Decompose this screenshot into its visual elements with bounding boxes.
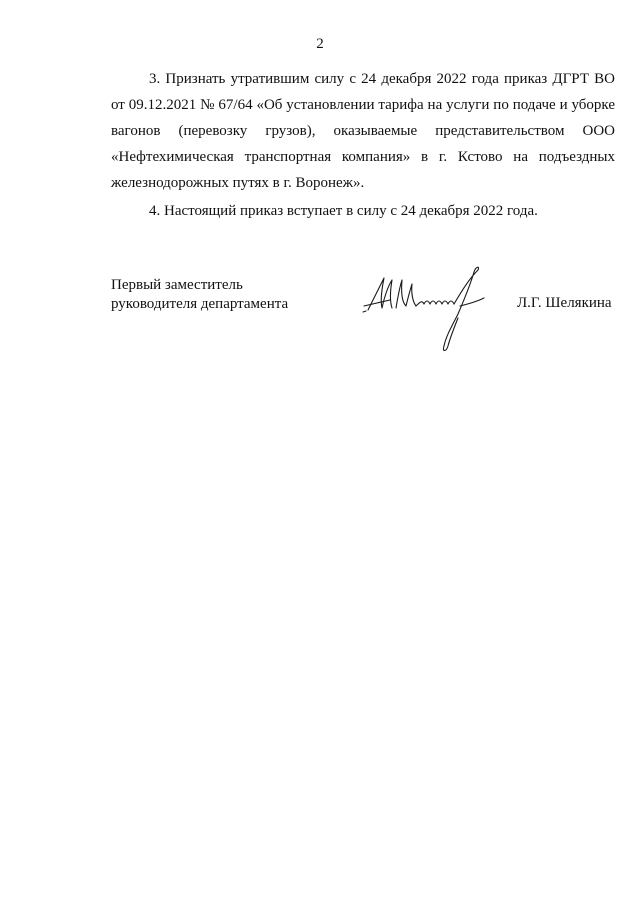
signatory-title (111, 276, 288, 314)
signatory-name: Л.Г. Шелякина (517, 295, 612, 311)
page-number: 2 (316, 36, 324, 52)
signatory-title-line-2: руководителя департамента (111, 296, 289, 312)
paragraph-3: 3. Признать утратившим силу с 24 декабря 2022 года приказ ДГРТ ВО от 09.12.2021 № 67/64 «Об установлении тарифа на услуги по подаче и уборке вагонов (перевозку грузов), оказываемые представительством ООО «Нефтехимическая транспортная компания» в г. Кстово на подъездных железнодорожных путях в г. Воронеж». (111, 71, 615, 191)
handwritten-signature (360, 262, 500, 357)
paragraph-4: 4. Настоящий приказ вступает в силу с 24 декабря 2022 года. (149, 203, 538, 219)
signatory-title-line-1: Первый заместитель (111, 277, 243, 293)
document-body (111, 66, 615, 224)
